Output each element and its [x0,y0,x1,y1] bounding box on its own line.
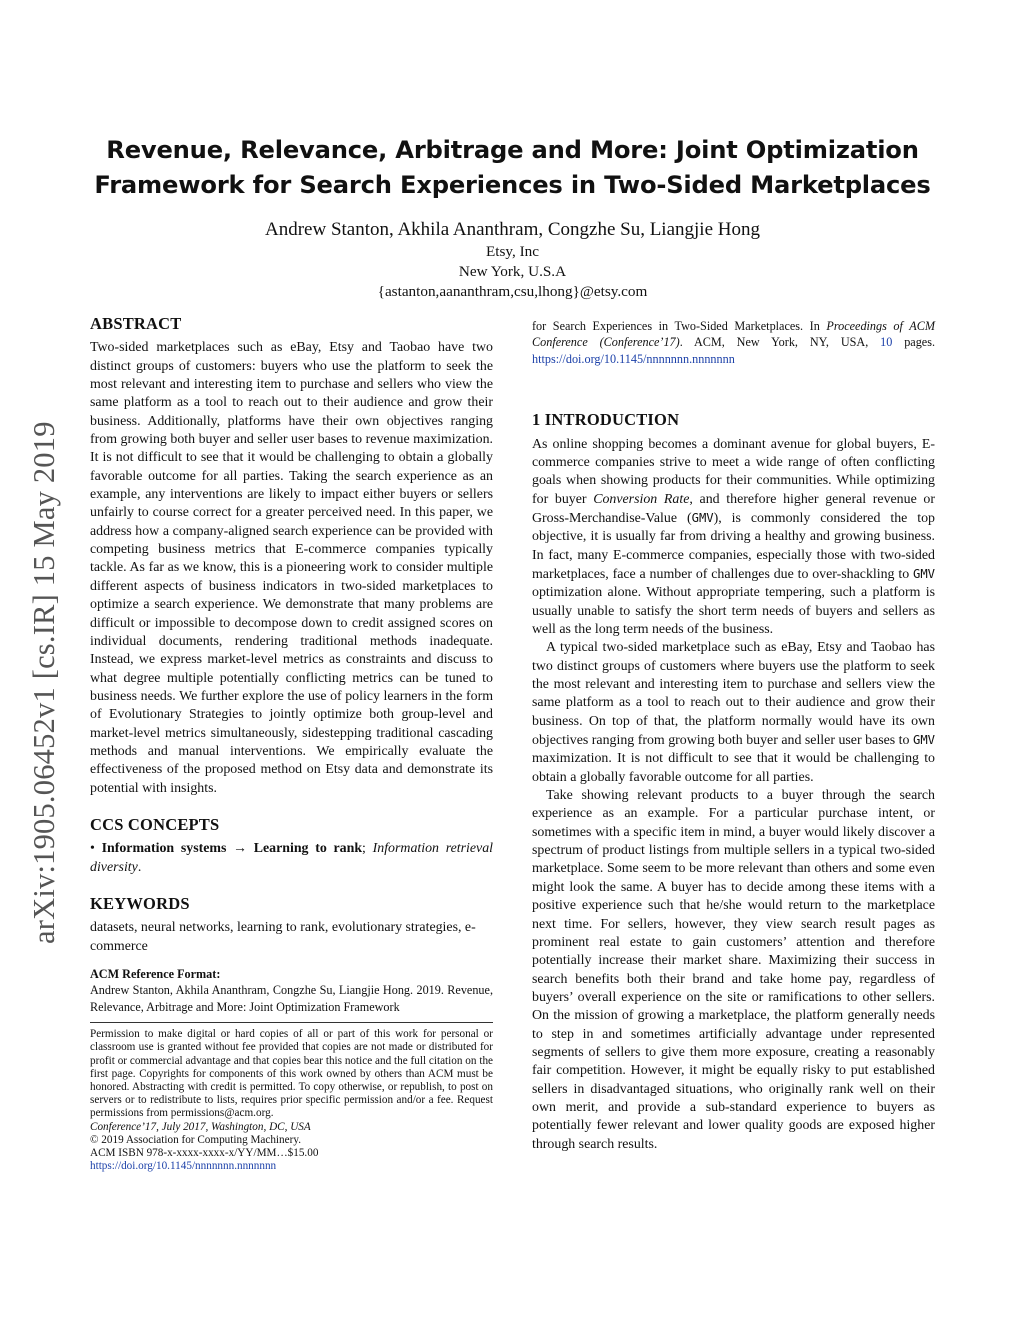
acm-ref-cont-end: pages. [892,335,936,350]
location: New York, U.S.A [458,263,567,280]
ccs-bullet: • [90,841,95,857]
ccs-text [90,840,493,877]
isbn-line: ACM ISBN 978-x-xxxx-xxxx-x/YY/MM…$15.00 [90,1147,319,1160]
conversion-rate-term: Conversion Rate [593,491,690,507]
acm-ref-doi-link[interactable]: https://doi.org/10.1145/nnnnnnn.nnnnnnn [532,351,735,366]
title-line-2: Framework for Search Experiences in Two-Sided Marketplaces [94,171,931,199]
page-count: 10 [880,335,893,350]
ccs-concept-2: Learning to rank [253,841,363,857]
abstract-text: Two-sided marketplaces such as eBay, Etsy and Taobao have two distinct groups of customers: buyers who use the platform to seek the most relevant and interesting item to purchase and sellers who view the same platform as a tool to reach out to their audience and grow their business. Additionally, platforms have their own objectives ranging from growing both buyer and seller user bases to revenue maximization. It is not difficult to see that it would be challenging to obtain a globally favorable outcome for all parties. Taking the search experience as an example, any interventions are likely to impact either buyers or sellers unfairly to course correct for a greater perceived need. In this paper, we address how a company-aligned search experience can be provided with competing business metrics that E-commerce companies typically tackle. As far as we know, this is a pioneering work to consider multiple different aspects of business indicators in two-sided marketplaces to optimize a search experience. We demonstrate that many problems are difficult or impossible to decompose down to credit assigned scores on individual documents, rendering traditional methods inadequate. Instead, we express market-level metrics as constraints and discuss to what degree multiple potentially conflicting metrics can be tuned to business needs. We further explore the use of policy learners in the form of Evolutionary Strategies to jointly optimize both group-level and market-level metrics simultaneously, sidestepping traditional cascading methods and manual interventions. We empirically evaluate the effectiveness of the proposed method on Etsy data and demonstrate its potential with insights. [90,340,493,796]
paper-title [90,133,935,203]
acm-ref-text: Andrew Stanton, Akhila Ananthram, Congzhe Su, Liangjie Hong. 2019. Revenue, Relevance, Arbitrage and More: Joint Optimization Framework [90,983,493,1014]
intro-paragraph-1 [532,436,935,640]
intro-paragraph-2 [532,639,935,787]
acm-ref-heading: ACM Reference Format: [90,967,221,981]
title-block [90,133,935,302]
acm-ref-cont-start: for Search Experiences in Two-Sided Marketplaces. In [532,319,827,333]
conference-info: Conference’17, July 2017, Washington, DC, USA [90,1120,311,1133]
affiliation: Etsy, Inc [486,243,539,260]
acm-ref-proceedings: Proceedings of ACM Conference (Conference’17) [532,319,935,350]
acm-reference [90,966,493,1015]
footnote-rule [90,1022,493,1023]
ccs-concept-1: Information systems [101,841,227,857]
intro-paragraph-3: Take showing relevant products to a buyer through the search experience as an example. For a particular purchase intent, or sometimes with a specific item in mind, a buyer would likely discover a spectrum of product listings from multiple sellers in a typical two-sided marketplace. Some seem to be more relevant than others and some even might look the same. A buyer has to decide among these items with a positive experience such that he/she would return to the marketplace next time. For sellers, however, they view search result pages as prominent real estate to gain customers’ attention and therefore potentially increase their market share. Maximizing their success in search benefits both their brand and take home pay, regardless of buyers’ overall experience on the site or ramifications to other sellers. On the mission of growing a marketplace, the platform generally needs to step in and sometimes artificially advantage under represented segments of sellers to give them more exposure, creating a reasonably fair competition. However, it might be equally risky to put established sellers in disadvantaged situations, who originally rank well on their own merit, and provide a sub-standard experience to buyers as potentially fewer relevant and lower quality goods are exposed higher through search results. [532,788,935,1152]
left-column [90,315,493,1173]
keywords-heading: KEYWORDS [90,893,190,913]
gmv-term: GMV [912,566,935,581]
intro-p1-part-d: optimization alone. Without appropriate tempering, such a platform is usually unable to satisfy the short term needs of buyers and sellers as well as the long term needs of the business. [532,585,935,637]
ccs-separator: ; [362,841,366,857]
ccs-concept-3: Information retrieval diversity [90,841,494,875]
gmv-term: GMV [691,510,714,525]
arxiv-identifier: arXiv:1905.06452v1 [cs.IR] 15 May 2019 [27,421,61,944]
copyright-line: © 2019 Association for Computing Machinery. [90,1133,301,1146]
permission-block [90,1028,493,1173]
title-line-1: Revenue, Relevance, Arbitrage and More: Joint Optimization [106,136,919,164]
author-list: Andrew Stanton, Akhila Ananthram, Congzhe Su, Liangjie Hong [265,219,760,240]
acm-ref-cont-mid: . ACM, New York, NY, USA, [679,335,881,350]
keywords-text: datasets, neural networks, learning to rank, evolutionary strategies, e-commerce [90,920,476,954]
permission-text: Permission to make digital or hard copies of all or part of this work for personal or classroom use is granted without fee provided that copies are not made or distributed for profit or commercial advantage and that copies bear this notice and the full citation on the first page. Copyrights for components of this work owned by others than ACM must be honored. Abstracting with credit is permitted. To copy otherwise, or republish, to post on servers or to redistribute to lists, requires prior specific permission and/or a fee. Request permissions from permissions@acm.org. [90,1028,493,1120]
ccs-heading: CCS CONCEPTS [90,814,220,834]
doi-link[interactable]: https://doi.org/10.1145/nnnnnnn.nnnnnnn [90,1160,277,1173]
intro-p2-part-a: A typical two-sided marketplace such as eBay, Etsy and Taobao has two distinct groups of customers where buyers use the platform to seek the most relevant and interesting item to purchase and sellers view the same platform as a tool to reach out to their audience and grow their business. On top of that, the platform normally would have its own objectives ranging from growing both buyer and seller user bases to [532,640,935,749]
acm-ref-continued [532,318,935,367]
ccs-end: . [137,859,142,875]
intro-p1-part-a: As online shopping becomes a dominant avenue for global buyers, E-commerce companies strive to meet a wide range of often conflicting goals when showing products for their communities. While optimizing for buyer [532,436,935,507]
right-column [532,318,935,1154]
abstract-heading: ABSTRACT [90,314,182,333]
intro-p1-part-c: ), is commonly considered the top objective, it is usually far from driving a healthy and growing business. In fact, many E-commerce companies, especially those with two-sided marketplaces, face a number of challenges due to over-shackling to [532,510,935,582]
introduction-heading: 1 INTRODUCTION [532,410,680,430]
intro-p1-part-b: , and therefore higher general revenue or Gross-Merchandise-Value ( [532,491,935,526]
gmv-term: GMV [912,733,935,748]
ccs-arrow: → [233,841,247,857]
intro-p2-part-b: maximization. It is not difficult to see that it would be challenging to obtain a globally favorable outcome for all parties. [532,751,935,785]
author-email: {astanton,aananthram,csu,lhong}@etsy.com [377,283,648,300]
